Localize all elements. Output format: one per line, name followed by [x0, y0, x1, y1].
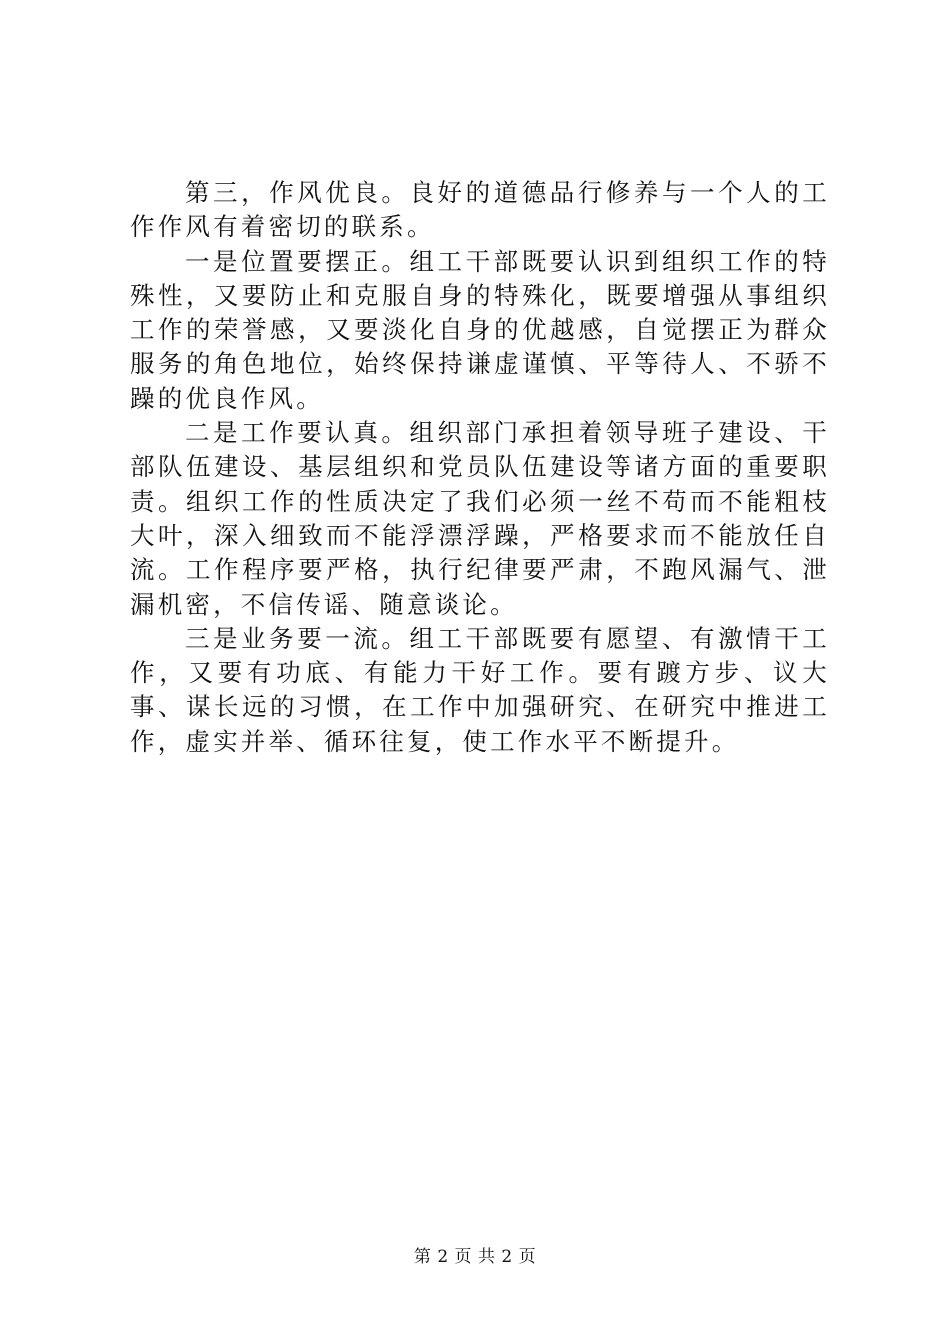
- document-body: [130, 176, 830, 759]
- paragraph-expertise: 三是业务要一流。组工干部既要有愿望、有激情干工作，又要有功底、有能力干好工作。要有踱方步、议大事、谋长远的习惯，在工作中加强研究、在研究中推进工作，虚实并举、循环往复，使工作水平不断提升。: [130, 623, 830, 756]
- paragraph-work-earnest: 二是工作要认真。组织部门承担着领导班子建设、干部队伍建设、基层组织和党员队伍建设等诸方面的重要职责。组织工作的性质决定了我们必须一丝不苟而不能粗枝大叶，深入细致而不能浮漂浮躁，严格要求而不能放任自流。工作程序要严格，执行纪律要严肃，不跑风漏气、泄漏机密，不信传谣、随意谈论。: [130, 418, 830, 619]
- paragraph-position: 一是位置要摆正。组工干部既要认识到组织工作的特殊性，又要防止和克服自身的特殊化，既要增强从事组织工作的荣誉感，又要淡化自身的优越感，自觉摆正为群众服务的角色地位，始终保持谦虚谨慎、平等待人、不骄不躁的优良作风。: [130, 246, 830, 413]
- page-number-footer: 第 2 页 共 2 页: [413, 1247, 537, 1267]
- paragraph-work-style: 第三，作风优良。良好的道德品行修养与一个人的工作作风有着密切的联系。: [130, 178, 830, 242]
